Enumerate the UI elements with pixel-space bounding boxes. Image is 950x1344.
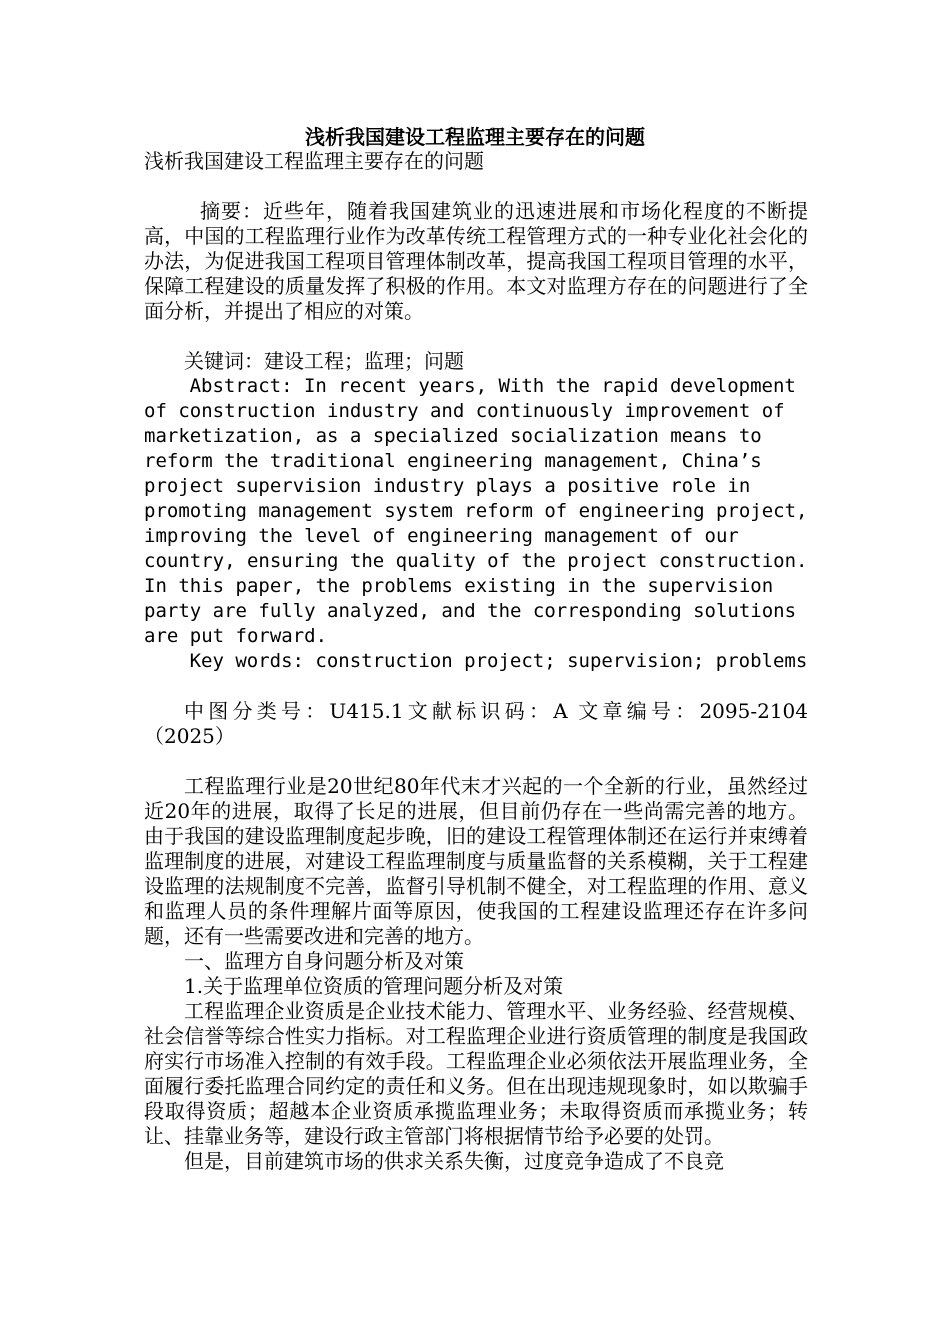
subsection-heading-1-1: 1.关于监理单位资质的管理问题分析及对策 [184, 974, 564, 998]
document-body [144, 149, 808, 1174]
document-subtitle: 浅析我国建设工程监理主要存在的问题 [144, 149, 484, 173]
keywords-english: Key words: construction project; supervision; problems [189, 650, 808, 672]
document-title: 浅析我国建设工程监理主要存在的问题 [305, 125, 645, 149]
spacer [144, 174, 808, 199]
intro-paragraph: 工程监理行业是20世纪80年代末才兴起的一个全新的行业，虽然经过近20年的进展，取得了长足的进展，但目前仍存在一些尚需完善的地方。由于我国的建设监理制度起步晚，旧的建设工程管理体制还在运行并束缚着监理制度的进展，对建设工程监理制度与质量监督的关系模糊，关于工程建设监理的法规制度不完善，监督引导机制不健全，对工程监理的作用、意义和监理人员的条件理解片面等原因，使我国的工程建设监理还存在许多问题，还有一些需要改进和完善的地方。 [144, 774, 808, 948]
classification-info: 中图分类号：U415.1文献标识码：A 文章编号：2095-2104（2025） [144, 699, 808, 748]
spacer [144, 324, 808, 349]
spacer [144, 749, 808, 774]
body-paragraph: 但是，目前建筑市场的供求关系失衡，过度竞争造成了不良竞 [184, 1149, 724, 1173]
abstract-chinese: 摘要：近些年，随着我国建筑业的迅速进展和市场化程度的不断提高，中国的工程监理行业作为改革传统工程管理方式的一种专业化社会化的办法，为促进我国工程项目管理体制改革，提高我国工程项目管理的水平，保障工程建设的质量发挥了积极的作用。本文对监理方存在的问题进行了全面分析，并提出了相应的对策。 [144, 199, 808, 323]
body-paragraph: 工程监理企业资质是企业技术能力、管理水平、业务经验、经营规模、社会信誉等综合性实力指标。对工程监理企业进行资质管理的制度是我国政府实行市场准入控制的有效手段。工程监理企业必须依法开展监理业务，全面履行委托监理合同约定的责任和义务。但在出现违规现象时，如以欺骗手段取得资质；超越本企业资质承揽监理业务；未取得资质而承揽业务；转让、挂靠业务等，建设行政主管部门将根据情节给予必要的处罚。 [144, 999, 808, 1148]
abstract-english: Abstract: In recent years, With the rapid development of construction industry and continuously improvement of marketization, as a specialized socialization means to reform the traditional engineering management, China’s project supervision industry plays a positive role in promoting management system reform of engineering project, improving the level of engineering management of our country, ensuring the quality of the project construction. In this paper, the problems existing in the supervision party are fully analyzed, and the corresponding solutions are put forward. [144, 375, 808, 647]
keywords-chinese: 关键词：建设工程；监理；问题 [184, 349, 464, 373]
spacer [144, 674, 808, 699]
section-heading-1: 一、监理方自身问题分析及对策 [184, 949, 464, 973]
